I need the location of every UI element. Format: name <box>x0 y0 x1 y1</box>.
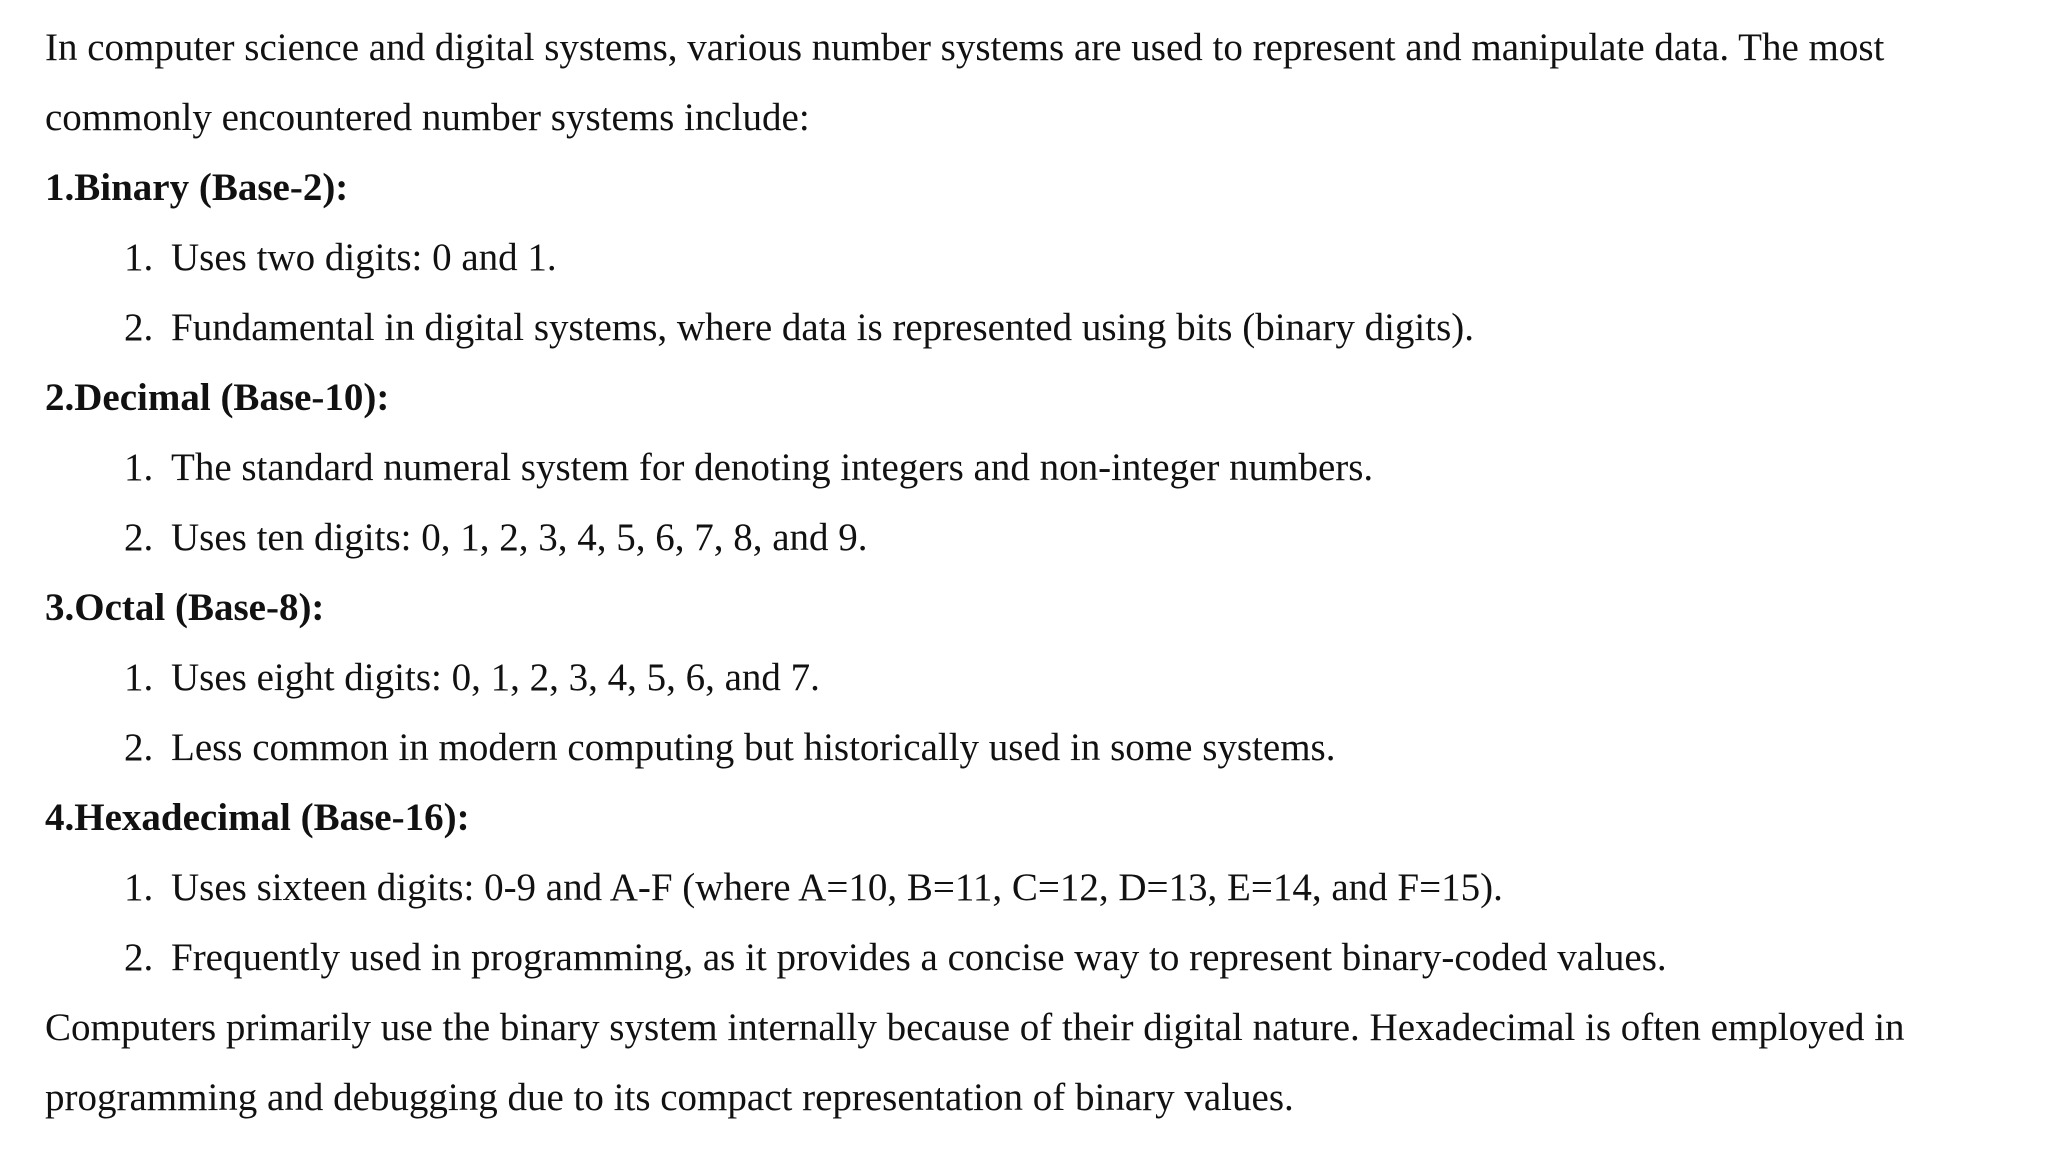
list-item <box>45 722 2025 792</box>
intro-line-1: In computer science and digital systems, various number systems are used to represent and manipulate data. The most <box>45 26 1885 69</box>
list-item <box>45 302 2025 372</box>
section-heading-binary: 1.Binary (Base-2): <box>45 166 349 209</box>
list-item <box>45 862 2025 932</box>
list-item <box>45 442 2025 512</box>
intro-line-2: commonly encountered number systems include: <box>45 96 810 139</box>
section-heading-octal: 3.Octal (Base-8): <box>45 586 325 629</box>
list-item <box>45 652 2025 722</box>
list-item-text: Uses sixteen digits: 0-9 and A-F (where A=10, B=11, C=12, D=13, E=14, and F=15). <box>171 866 1503 909</box>
list-item-text: Fundamental in digital systems, where data is represented using bits (binary digits). <box>171 306 1474 349</box>
list-item <box>45 512 2025 582</box>
list-item <box>45 232 2025 302</box>
document-body <box>45 22 2025 1142</box>
list-item-number: 2. <box>124 936 154 979</box>
list-item-number: 1. <box>124 656 154 699</box>
list-item-number: 2. <box>124 516 154 559</box>
section-heading-decimal: 2.Decimal (Base-10): <box>45 376 390 419</box>
section-heading-hexadecimal: 4.Hexadecimal (Base-16): <box>45 796 470 839</box>
conclusion-line-2: programming and debugging due to its compact representation of binary values. <box>45 1076 1294 1119</box>
list-item <box>45 932 2025 1002</box>
list-item-number: 2. <box>124 306 154 349</box>
list-item-text: Uses ten digits: 0, 1, 2, 3, 4, 5, 6, 7, 8, and 9. <box>171 516 868 559</box>
list-item-text: The standard numeral system for denoting integers and non-integer numbers. <box>171 446 1374 489</box>
list-item-text: Uses two digits: 0 and 1. <box>171 236 557 279</box>
list-item-number: 1. <box>124 866 154 909</box>
list-item-number: 1. <box>124 236 154 279</box>
list-item-text: Uses eight digits: 0, 1, 2, 3, 4, 5, 6, and 7. <box>171 656 820 699</box>
list-item-text: Frequently used in programming, as it provides a concise way to represent binary-coded values. <box>171 936 1667 979</box>
conclusion-line-1: Computers primarily use the binary system internally because of their digital nature. Hexadecimal is often employed in <box>45 1006 1905 1049</box>
list-item-number: 1. <box>124 446 154 489</box>
list-item-text: Less common in modern computing but historically used in some systems. <box>171 726 1336 769</box>
list-item-number: 2. <box>124 726 154 769</box>
